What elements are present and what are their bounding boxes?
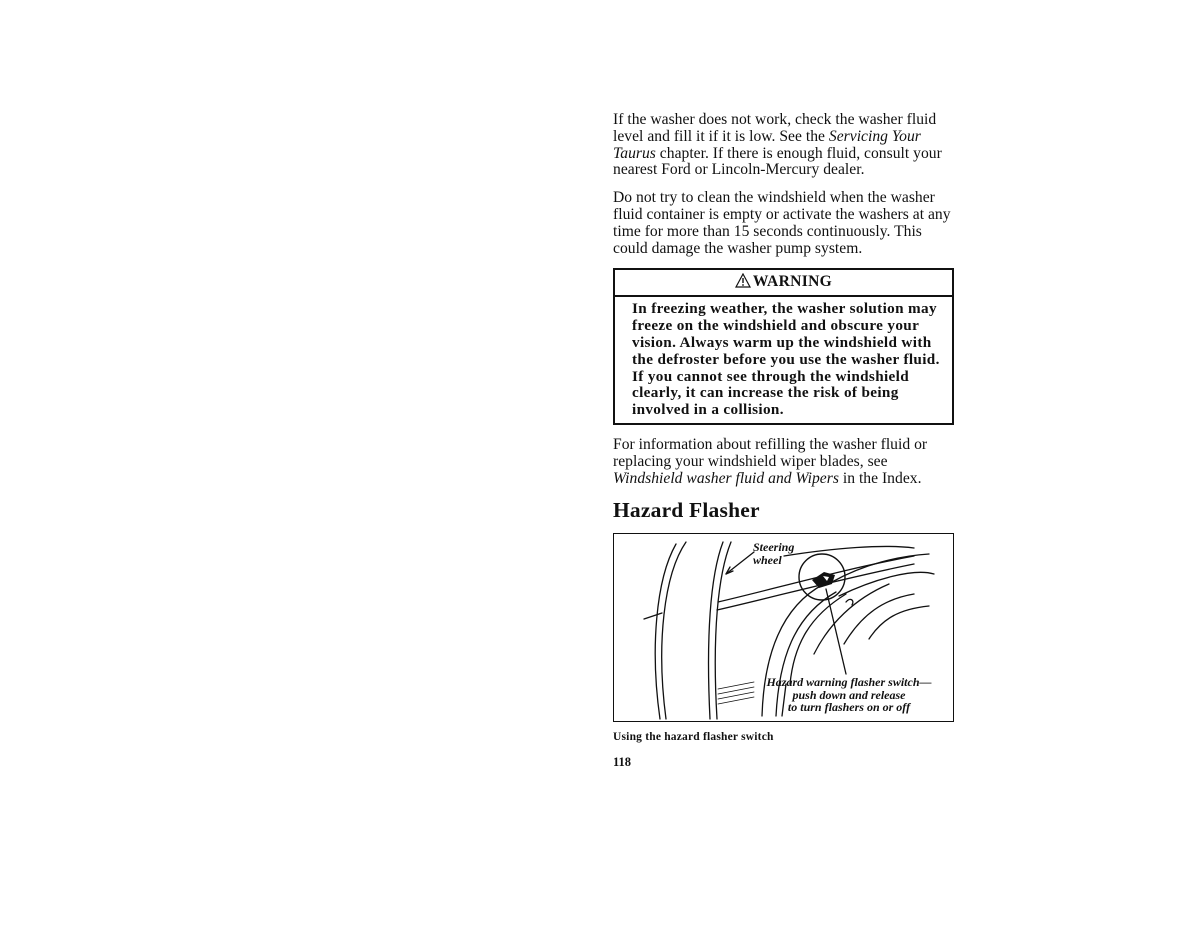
hazard-flasher-illustration [613, 533, 954, 722]
page-column [613, 112, 958, 770]
label-steering-wheel [753, 541, 813, 566]
paragraph-refill-info [613, 437, 958, 487]
paragraph-washer-check [613, 112, 958, 179]
warning-triangle-icon [735, 273, 751, 293]
label-line: Hazard warning flasher switch— [766, 675, 932, 690]
paragraph-text: For information about refilling the washer fluid or replacing your windshield wiper blades, see [613, 435, 928, 470]
paragraph-italic-ref: Windshield washer fluid and Wipers [613, 469, 839, 487]
warning-box [613, 268, 954, 425]
label-line: Steering [753, 540, 795, 555]
label-line: to turn flashers on or off [787, 700, 911, 715]
paragraph-washer-caution: Do not try to clean the windshield when the washer fluid container is empty or activate the washers at any time for more than 15 seconds continuously. This could damage the washer pump system. [613, 189, 951, 257]
paragraph-text: chapter. If there is enough fluid, consult your nearest Ford or Lincoln-Mercury dealer. [613, 144, 942, 179]
paragraph-italic-ref: Servicing Your Taurus [613, 127, 921, 162]
paragraph-text: in the Index. [838, 469, 922, 487]
label-line: wheel [753, 552, 782, 567]
figure-caption: Using the hazard flasher switch [613, 731, 774, 744]
warning-header [615, 270, 952, 297]
paragraph-text: If the washer does not work, check the washer fluid level and fill it if it is low. See the [613, 111, 937, 145]
section-title: Hazard Flasher [613, 498, 760, 523]
warning-title: WARNING [752, 273, 833, 291]
page-number: 118 [613, 755, 632, 770]
label-line: push down and release [792, 687, 906, 702]
warning-text: In freezing weather, the washer solution may freeze on the windshield and obscure your vision. Always warm up the windshield with the defroster before you use the washer fluid. If you cannot see through the windshield clearly, it can increase the risk of being involved in a collision. [632, 300, 940, 419]
label-hazard-switch [754, 676, 944, 714]
